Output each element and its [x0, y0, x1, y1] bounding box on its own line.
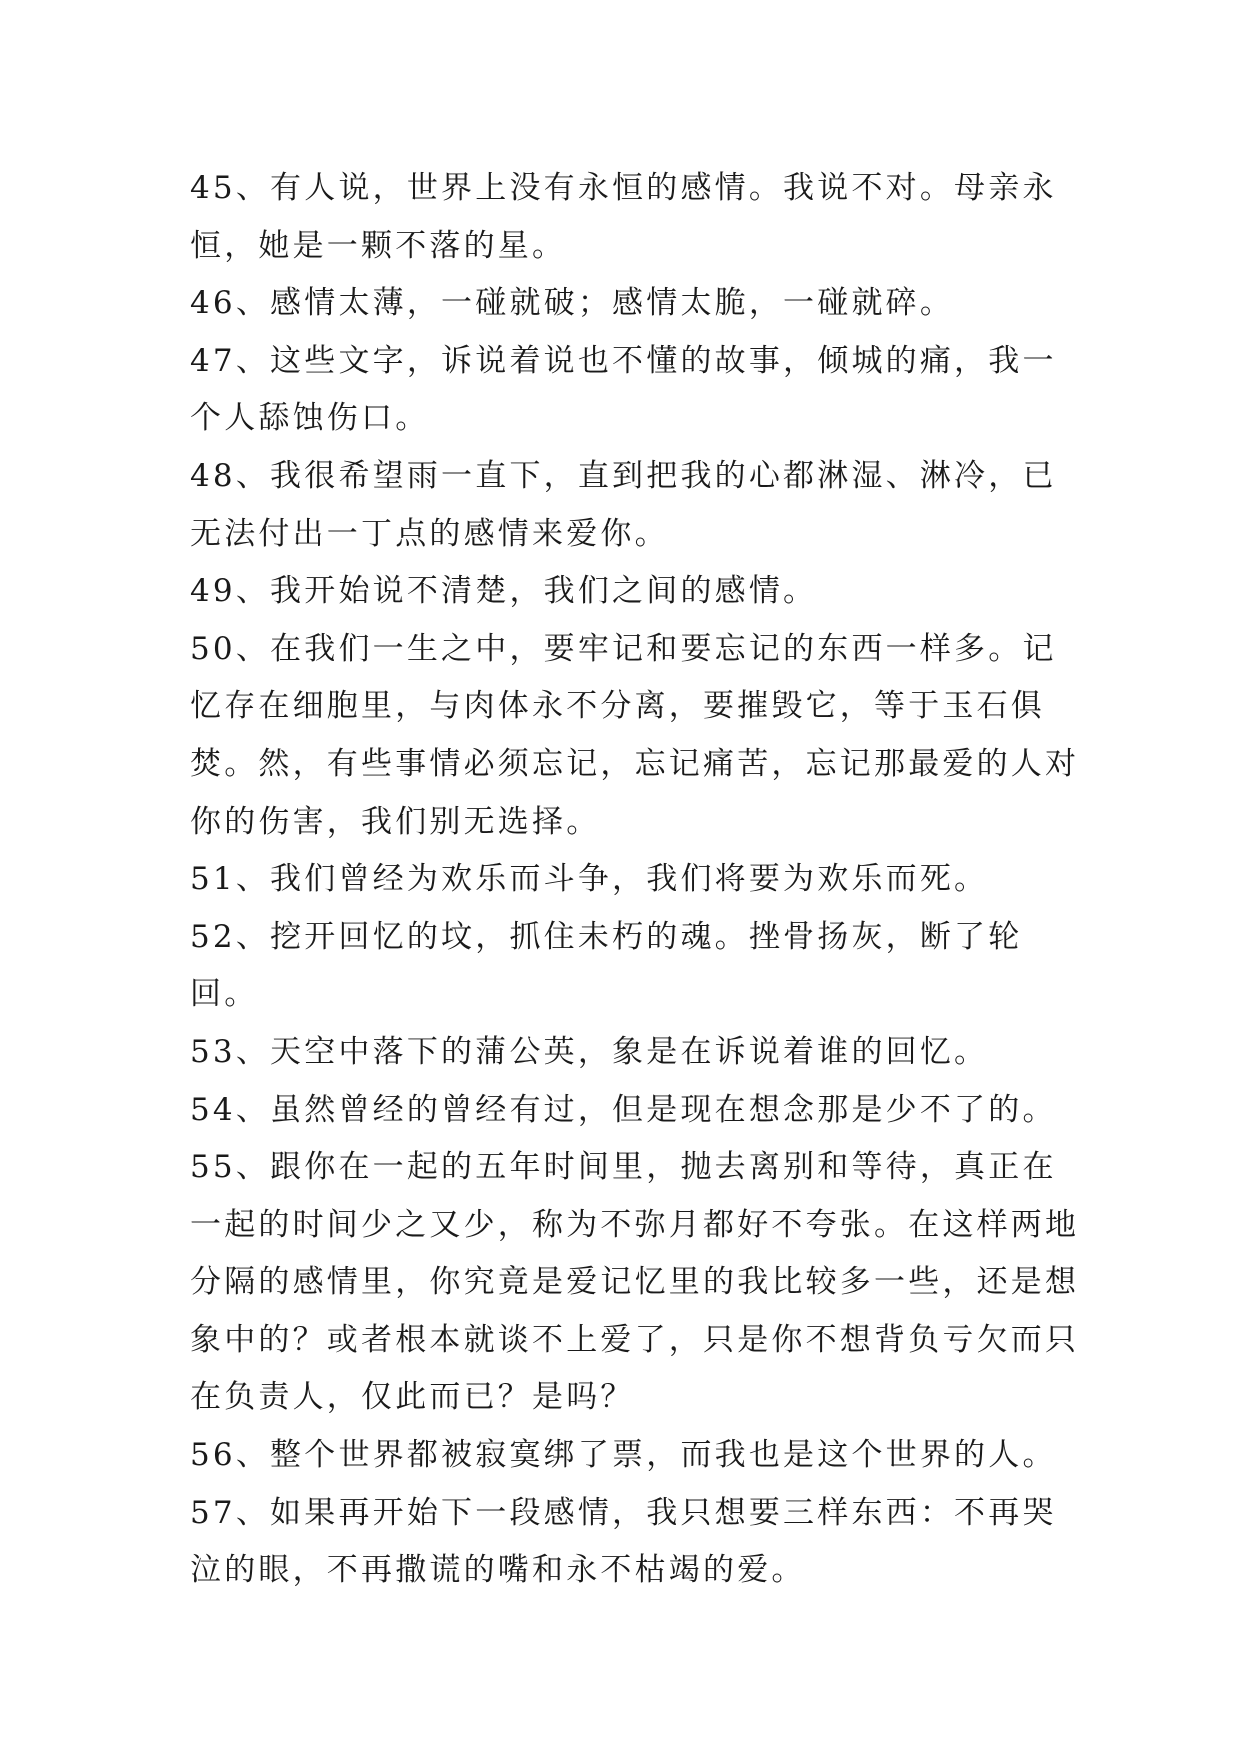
paragraph-47: 47、这些文字，诉说着说也不懂的故事，倾城的痛，我一个人舔蚀伤口。 — [190, 342, 1057, 437]
paragraph-50: 50、在我们一生之中，要牢记和要忘记的东西一样多。记忆存在细胞里，与肉体永不分离，要摧毁它，等于玉石俱焚。然，有些事情必须忘记，忘记痛苦，忘记那最爱的人对你的伤害，我们别无选择。 — [190, 630, 1080, 840]
paragraph-52: 52、挖开回忆的坟，抓住未朽的魂。挫骨扬灰，断了轮回。 — [190, 918, 1023, 1013]
paragraph-49: 49、我开始说不清楚，我们之间的感情。 — [190, 573, 818, 610]
paragraph-46: 46、感情太薄，一碰就破；感情太脆，一碰就碎。 — [190, 285, 955, 322]
paragraph-45: 45、有人说，世界上没有永恒的感情。我说不对。母亲永恒，她是一颗不落的星。 — [190, 170, 1057, 264]
paragraph-54: 54、虽然曾经的曾经有过，但是现在想念那是少不了的。 — [190, 1091, 1057, 1128]
paragraph-55: 55、跟你在一起的五年时间里，抛去离别和等待，真正在一起的时间少之又少，称为不弥月都好不夸张。在这样两地分隔的感情里，你究竟是爱记忆里的我比较多一些，还是想象中的？或者根本就谈不上爱了，只是你不想背负亏欠而只在负责人，仅此而已？是吗？ — [190, 1149, 1080, 1416]
paragraph-56: 56、整个世界都被寂寞绑了票，而我也是这个世界的人。 — [190, 1437, 1057, 1474]
document-body — [190, 160, 1090, 1600]
paragraph-53: 53、天空中落下的蒲公英，象是在诉说着谁的回忆。 — [190, 1033, 989, 1070]
paragraph-51: 51、我们曾经为欢乐而斗争，我们将要为欢乐而死。 — [190, 861, 989, 898]
paragraph-57: 57、如果再开始下一段感情，我只想要三样东西：不再哭泣的眼，不再撒谎的嘴和永不枯竭的爱。 — [190, 1494, 1057, 1589]
paragraph-48: 48、我很希望雨一直下，直到把我的心都淋湿、淋冷，已无法付出一丁点的感情来爱你。 — [190, 457, 1057, 552]
